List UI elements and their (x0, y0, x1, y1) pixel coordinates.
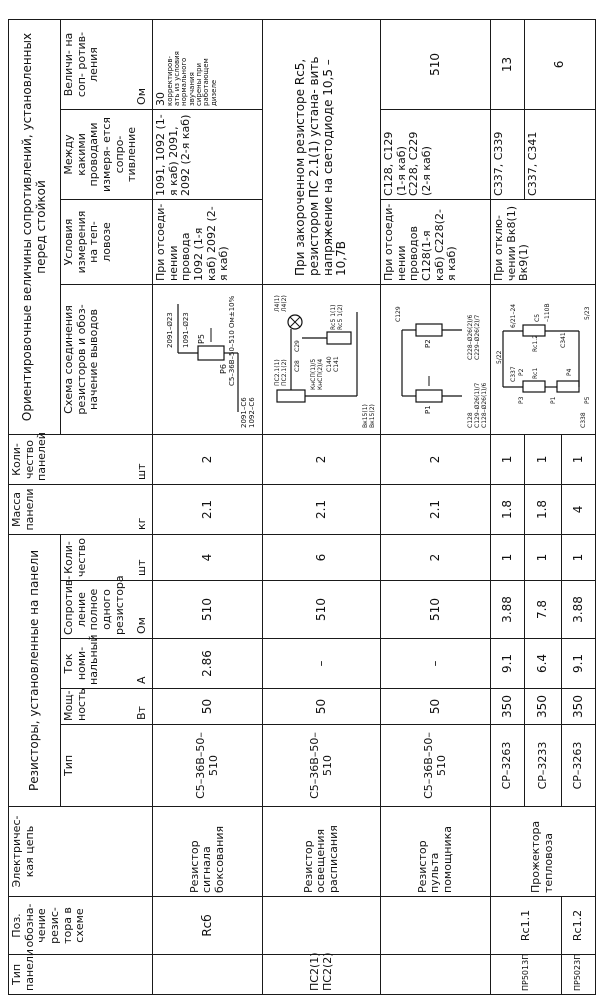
cell-current: – (263, 639, 381, 689)
cell-current: 9.1 (562, 639, 596, 689)
scheme-ps2-label: Вк15(1) (361, 404, 369, 428)
scheme-floodlight-label: 6/21–24 (510, 303, 517, 328)
cell-wires: С128, С129 (1-я каб) С228, С229 (2-я каб) (381, 109, 491, 199)
scheme-rsb-label: 1092–С6 (247, 397, 256, 428)
scheme-floodlight-label: Р3 (518, 396, 525, 404)
table-row (263, 19, 381, 994)
cell-position: Rc1.1 (491, 897, 562, 955)
scheme-floodlight-label: Р5 (584, 396, 591, 404)
cell-power: 50 (381, 689, 491, 725)
header-current-unit: А (135, 676, 149, 684)
cell-circuit: Резистор сигнала боксования (153, 807, 263, 897)
header-resistance: Сопротив- ление полное одного резистора Ом (61, 581, 153, 639)
scheme-floodlight-label: С5 (534, 313, 541, 322)
cell-conditions: При отсоеди- нении провода 1092 (1-я каб) 2092 (2-я каб) (153, 199, 263, 284)
header-panels-count: Коли- чество панелей шт (9, 434, 153, 484)
scheme-ps2-label: КнСП(1)/5 (309, 358, 317, 390)
scheme-assistant-label: С129–Ø26(1)/7 (473, 382, 481, 428)
cell-panel: ПС2(1) ПС2(2) (263, 955, 381, 995)
cell-panels: 2 (381, 434, 491, 484)
cell-wires: С337, С341 (525, 109, 596, 199)
cell-resistance: 7.8 (525, 581, 562, 639)
cell-type: СР–3233 (525, 725, 562, 807)
cell-count: 1 (525, 534, 562, 580)
cell-resistance: 3.88 (562, 581, 596, 639)
scheme-ps2-drawing (267, 290, 377, 432)
value-line: 30 (154, 91, 167, 106)
cell-resistance: 510 (263, 581, 381, 639)
header-count: Коли- чество шт (61, 534, 153, 580)
scheme-rsb-label: 1091–Ø23 (181, 312, 190, 348)
cell-mass: 1.8 (491, 484, 525, 534)
scheme-ps2-label: ПС2.1(2) (280, 359, 288, 386)
scheme-ps2-label: Л4(1) (273, 295, 281, 312)
cell-power: 50 (263, 689, 381, 725)
header-position: Поз. обозна- чение резис- тора в схеме (9, 897, 153, 955)
scheme-floodlight-label: С341 (560, 332, 567, 348)
resistor-table (8, 19, 596, 995)
cell-type: С5–36В–50–510 (381, 725, 491, 807)
cell-circuit: Резистор освещения расписания (263, 807, 381, 897)
header-conditions: Условия измерения на теп- ловозе (61, 199, 153, 284)
value-line: сирены при (194, 62, 203, 106)
scheme-assistant-label: С128 (466, 412, 474, 428)
cell-panel (153, 955, 263, 995)
cell-wires: С337, С339 (491, 109, 525, 199)
scheme-ps2 (263, 284, 381, 434)
cell-type: СР–3263 (491, 725, 525, 807)
header-value-unit: Ом (135, 88, 149, 105)
header-scheme: Схема соединения резисторов и обоз- начение выводов (61, 284, 153, 434)
scheme-floodlight-label: Р4 (566, 368, 573, 376)
cell-panel: ПР5013П (491, 955, 562, 995)
scheme-assistant-label: С129 (394, 306, 402, 322)
cell-current: 9.1 (491, 639, 525, 689)
cell-count: 6 (263, 534, 381, 580)
value-line: корректиров- (165, 56, 174, 106)
cell-type: С5–36В–50–510 (263, 725, 381, 807)
cell-panels: 1 (491, 434, 525, 484)
scheme-rsb-drawing (158, 290, 258, 432)
scheme-floodlight-drawing (493, 290, 593, 432)
cell-value (153, 19, 263, 109)
scheme-rsb-label: Р6 (218, 364, 228, 374)
scheme-floodlight-label: 5/23 (584, 306, 591, 320)
scheme-floodlight (491, 284, 596, 434)
cell-conditions-note: При закороченном резисторе Rc5, резистором ПС 2.1(1) устана- вить напряжение на светодиоде 10,5 – 10,7В (263, 19, 381, 284)
cell-value: 13 (491, 19, 525, 109)
header-panel-type: Тип панели (9, 955, 153, 995)
scheme-floodlight-label: –110В (544, 303, 551, 322)
cell-panel (381, 955, 491, 995)
cell-conditions: При отклю- чении Вк8(1) Вк9(1) (491, 199, 596, 284)
scheme-floodlight-label: С337 (510, 366, 517, 382)
header-power: Мощ- ность Вт (61, 689, 153, 725)
value-line: нормального (180, 57, 189, 106)
cell-power: 350 (491, 689, 525, 725)
cell-value: 510 (381, 19, 491, 109)
scheme-floodlight-label: С338 (580, 412, 587, 428)
table-row (153, 19, 263, 994)
scheme-ps2-label: ПС2.1(1) (273, 359, 281, 386)
scheme-floodlight-label: Р2 (518, 368, 525, 376)
cell-panel: ПР5023П (562, 955, 596, 995)
cell-position: Rcб (153, 897, 263, 955)
cell-count: 2 (381, 534, 491, 580)
cell-panels: 1 (562, 434, 596, 484)
header-mass-unit: кг (135, 517, 149, 530)
cell-conditions: При отсоеди- нении проводов С128(1-я каб) С228(2-я каб) (381, 199, 491, 284)
cell-resistance: 510 (153, 581, 263, 639)
scheme-rsb-label: С5–36В–50–510 Ом±10% (227, 295, 236, 386)
cell-resistance: 3.88 (491, 581, 525, 639)
scheme-ps2-label: КнСП(2)/4 (316, 358, 324, 390)
cell-mass: 2.1 (263, 484, 381, 534)
cell-count: 4 (153, 534, 263, 580)
cell-power: 50 (153, 689, 263, 725)
value-line: работающем (202, 58, 211, 106)
scheme-ps2-label: Вк15(2) (368, 404, 376, 428)
header-resistance-unit: Ом (135, 617, 149, 634)
scheme-ps2-label: Л4(2) (280, 295, 288, 312)
scheme-ps2-label: Rc5 1(1) (329, 304, 337, 330)
cell-type: С5–36В–50–510 (153, 725, 263, 807)
value-line: ать из условия (172, 51, 181, 106)
cell-current: 2.86 (153, 639, 263, 689)
cell-position: Rc1.2 (562, 897, 596, 955)
header-panels-count-unit: шт (135, 463, 149, 480)
cell-current: 6.4 (525, 639, 562, 689)
header-resistors-group: Резисторы, установленные на панели (9, 534, 61, 806)
cell-panels: 1 (525, 434, 562, 484)
cell-power: 350 (525, 689, 562, 725)
header-circuit: Электричес- кая цепь (9, 807, 153, 897)
cell-position (381, 897, 491, 955)
table-row (491, 19, 525, 994)
cell-count: 1 (562, 534, 596, 580)
scheme-assistant-label: С228–Ø26(2)/6 (466, 314, 474, 360)
scheme-rsb-label: 2091–Ø23 (165, 312, 174, 348)
cell-mass: 2.1 (153, 484, 263, 534)
header-type: Тип (61, 725, 153, 807)
cell-value: 6 (525, 19, 596, 109)
cell-wires: 1091, 1092 (1-я каб) 2091, 2092 (2-я каб) (153, 109, 263, 199)
cell-mass: 4 (562, 484, 596, 534)
header-power-unit: Вт (135, 706, 149, 720)
scheme-ps2-label: С29 (293, 340, 301, 352)
header-current: Ток номи- нальный А (61, 639, 153, 689)
cell-current: – (381, 639, 491, 689)
header-wires: Между какими проводами измеря- ется сопро- тивление (61, 109, 153, 199)
cell-type: СР–3263 (562, 725, 596, 807)
cell-position (263, 897, 381, 955)
scheme-assistant (381, 284, 491, 434)
value-line: звучания (187, 72, 196, 106)
value-line: дизеле (209, 79, 218, 106)
scheme-ps2-label: С28 (293, 360, 301, 372)
cell-circuit: Прожектора тепловоза (491, 807, 596, 897)
header-count-unit: шт (135, 559, 149, 576)
scheme-assistant-label: С229–Ø26(2)/7 (473, 314, 481, 360)
cell-mass: 2.1 (381, 484, 491, 534)
scheme-rsb (153, 284, 263, 434)
cell-panels: 2 (153, 434, 263, 484)
scheme-ps2-label: С140 (325, 356, 333, 372)
cell-resistance: 510 (381, 581, 491, 639)
cell-circuit: Резистор пульта помощника (381, 807, 491, 897)
cell-count: 1 (491, 534, 525, 580)
scheme-ps2-label: С141 (332, 356, 340, 372)
cell-power: 350 (562, 689, 596, 725)
scheme-rsb-label: 2091–С6 (239, 397, 248, 428)
scheme-floodlight-label: Р1 (550, 396, 557, 404)
cell-mass: 1.8 (525, 484, 562, 534)
scheme-assistant-label: Р1 (423, 405, 432, 414)
header-value: Величи- на соп- ротив- ления Ом (61, 19, 153, 109)
header-mass: Масса панели кг (9, 484, 153, 534)
scheme-rsb-label: Р5 (196, 334, 206, 344)
scheme-assistant-drawing (386, 290, 486, 432)
scheme-floodlight-label: Rc1 (532, 367, 539, 379)
scheme-assistant-label: С128–Ø26(1)/6 (480, 382, 488, 428)
scheme-floodlight-label: 5/22 (496, 350, 503, 364)
header-approx-group: Ориентировочные величины сопротивлений, установленных перед стойкой (9, 19, 61, 434)
scheme-ps2-label: Rc5 1(2) (336, 304, 344, 330)
table-row (381, 19, 491, 994)
cell-panels: 2 (263, 434, 381, 484)
scheme-floodlight-label: Rc1.2 (532, 334, 539, 352)
scheme-assistant-label: Р2 (423, 339, 432, 348)
